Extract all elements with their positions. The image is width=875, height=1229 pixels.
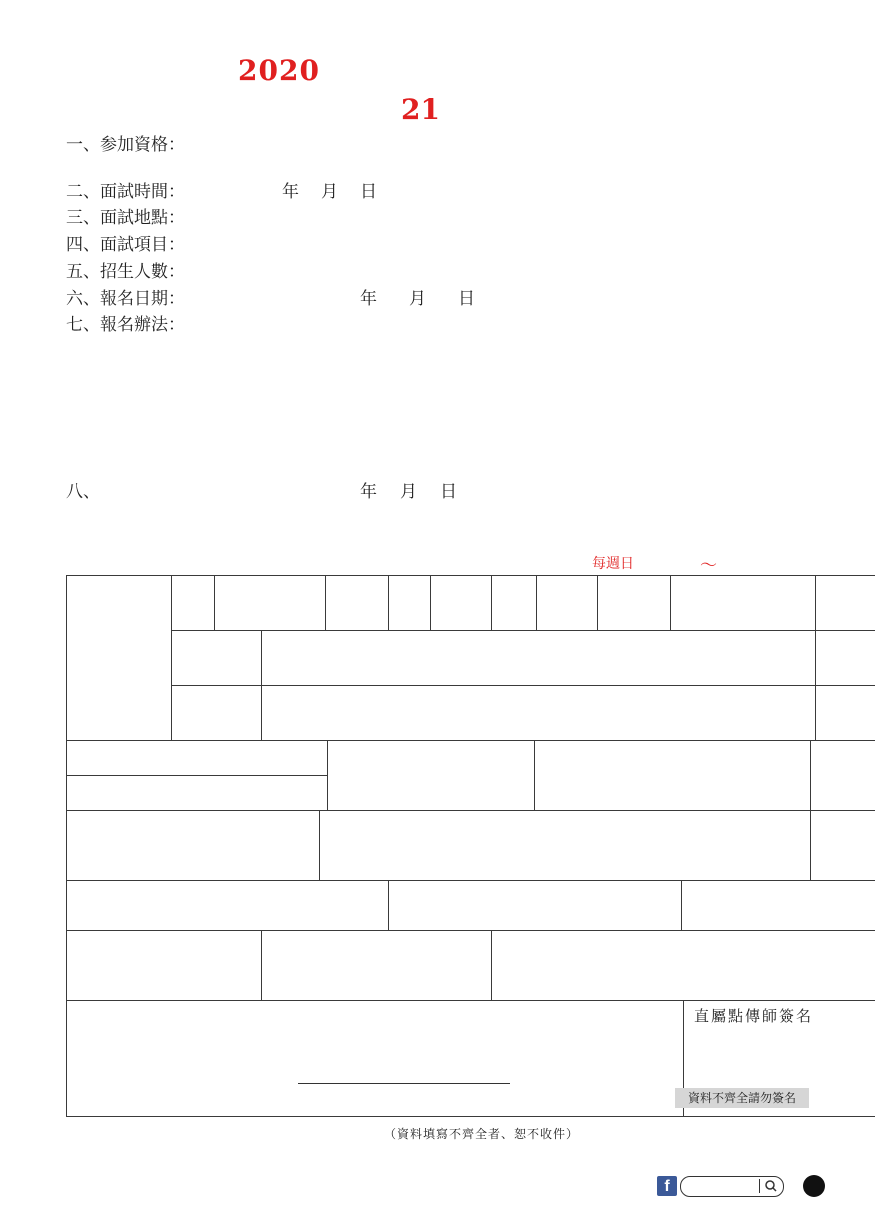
form-cell[interactable] [172,576,215,631]
form-cell[interactable] [67,811,320,881]
item-eight: 八、 [66,482,100,502]
date-month-unit: 月 [400,482,417,502]
date-day-unit: 日 [440,482,457,502]
weekly-schedule-tilde: ～ [700,556,717,576]
form-cell[interactable] [215,576,326,631]
weekly-schedule-label: 每週日 [592,556,634,572]
item-enrollment-count: 五、招生人數： [66,262,185,282]
form-cell[interactable] [262,686,816,741]
form-cell[interactable] [172,631,262,686]
signature-underline [298,1083,510,1084]
form-cell[interactable] [172,686,262,741]
footnote: （資料填寫不齊全者、恕不收件） [384,1127,580,1141]
form-cell[interactable] [671,576,816,631]
form-cell-notes[interactable] [67,1001,684,1117]
form-cell[interactable] [811,741,875,811]
form-cell[interactable] [326,576,389,631]
item-qualification: 一、参加資格： [66,135,185,155]
form-cell[interactable] [67,741,328,776]
form-cell[interactable] [328,741,535,811]
item-interview-place: 三、面試地點： [66,208,185,228]
signature-label: 直屬點傳師簽名 [694,1007,814,1025]
facebook-icon[interactable]: f [657,1176,677,1196]
form-cell[interactable] [262,931,492,1001]
form-cell[interactable] [816,576,875,631]
search-divider [759,1179,760,1193]
signature-note-badge: 資料不齊全請勿簽名 [675,1088,809,1108]
form-cell[interactable] [537,576,598,631]
form-cell[interactable] [816,631,875,686]
date-day-unit: 日 [458,289,475,309]
date-year-unit: 年 [360,289,377,309]
circle-dot-icon [803,1175,825,1197]
form-cell[interactable] [67,776,328,811]
date-month-unit: 月 [321,182,338,202]
form-cell[interactable] [320,811,811,881]
search-icon[interactable] [763,1176,779,1196]
form-cell[interactable] [67,881,389,931]
form-cell[interactable] [492,931,875,1001]
date-month-unit: 月 [409,289,426,309]
form-cell[interactable] [492,576,537,631]
form-cell[interactable] [389,881,682,931]
form-cell[interactable] [598,576,671,631]
form-cell-photo[interactable] [67,576,172,741]
date-year-unit: 年 [360,482,377,502]
form-cell[interactable] [67,931,262,1001]
date-year-unit: 年 [282,182,299,202]
form-cell[interactable] [535,741,811,811]
item-registration-method: 七、報名辦法： [66,315,185,335]
header-number: 21 [401,93,440,126]
item-registration-date: 六、報名日期： [66,289,185,309]
registration-form [66,575,875,1117]
date-day-unit: 日 [360,182,377,202]
form-cell[interactable] [811,811,875,881]
item-interview-items: 四、面試項目： [66,235,185,255]
form-cell[interactable] [262,631,816,686]
form-cell[interactable] [682,881,875,931]
header-year: 2020 [238,54,320,87]
form-cell[interactable] [431,576,492,631]
item-interview-time: 二、面試時間： [66,182,185,202]
form-cell[interactable] [816,686,875,741]
form-cell[interactable] [389,576,431,631]
